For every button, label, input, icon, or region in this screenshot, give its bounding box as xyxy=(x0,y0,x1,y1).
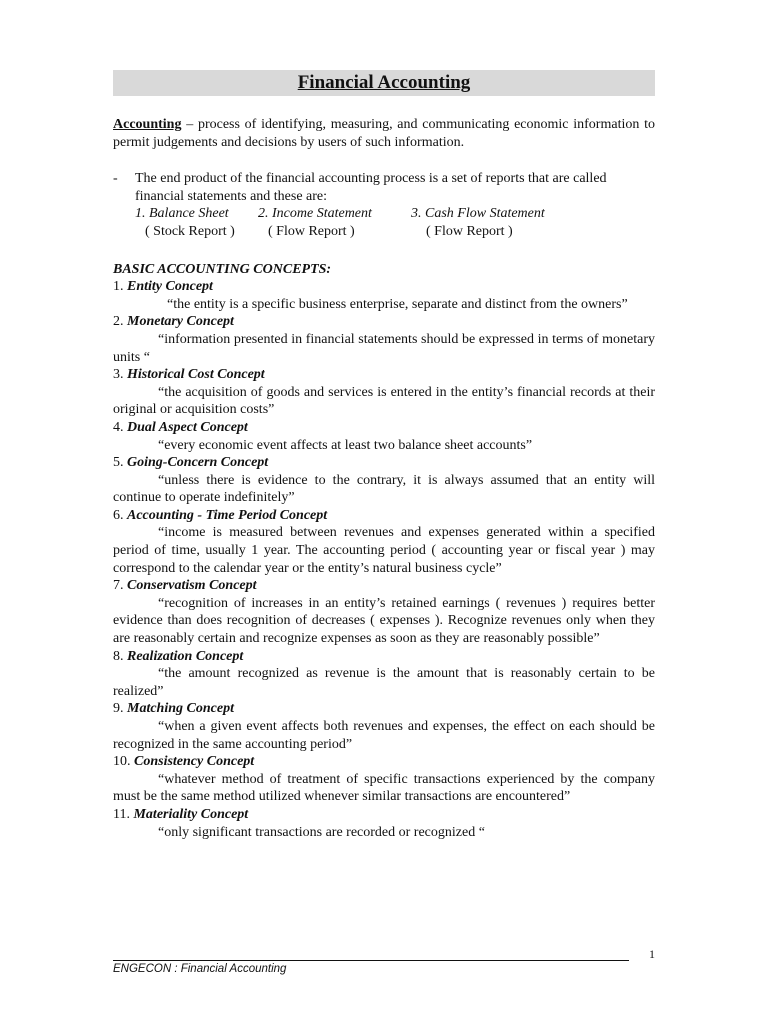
concept-name: Conservatism Concept xyxy=(127,578,257,594)
concept-definition: “whatever method of treatment of specific transactions experienced by the company must be the same method utilized whenever similar transactions are encountered” xyxy=(113,771,655,805)
concept-number: 3. xyxy=(113,367,124,383)
report-type: ( Stock Report ) xyxy=(145,223,235,239)
intro-paragraph xyxy=(113,116,655,151)
footer-divider xyxy=(113,960,629,961)
intro-definition: – process of identifying, measuring, and communicating economic information to permit judgements and decisions by users of such information. xyxy=(113,117,655,150)
concept-item xyxy=(113,313,655,366)
title-banner xyxy=(113,70,655,96)
concept-item xyxy=(113,753,655,806)
concept-item xyxy=(113,507,655,577)
document-page xyxy=(113,70,655,841)
concept-list xyxy=(113,278,655,841)
concept-definition: “information presented in financial statements should be expressed in terms of monetary units “ xyxy=(113,331,655,365)
concept-item xyxy=(113,700,655,753)
intro-term: Accounting xyxy=(113,117,182,132)
statement-list xyxy=(135,205,655,223)
bullet-dash: - xyxy=(113,171,118,187)
concept-name: Materiality Concept xyxy=(133,806,249,822)
concept-number: 11. xyxy=(113,806,130,822)
concept-name: Realization Concept xyxy=(127,648,244,664)
report-type: ( Flow Report ) xyxy=(426,223,513,239)
concept-definition: “every economic event affects at least two balance sheet accounts” xyxy=(158,437,533,453)
concept-definition: “the entity is a specific business enterprise, separate and distinct from the owners” xyxy=(167,296,628,312)
concept-number: 5. xyxy=(113,455,124,471)
bullet-item xyxy=(113,170,655,240)
concept-item xyxy=(113,454,655,507)
concept-name: Accounting - Time Period Concept xyxy=(127,507,328,523)
concept-number: 2. xyxy=(113,314,124,330)
concept-name: Monetary Concept xyxy=(127,314,234,330)
concept-number: 4. xyxy=(113,419,124,435)
concept-definition: “when a given event affects both revenues and expenses, the effect on each should be recognized in the same accounting period” xyxy=(113,719,655,752)
concept-number: 7. xyxy=(113,578,124,594)
concept-definition: “recognition of increases in an entity’s retained earnings ( revenues ) requires better evidence than does recognition of decreases ( expenses ). Recognize revenues only when they are reasonably certain and recognize expenses as soon as they are reasonably possible” xyxy=(113,595,655,647)
concept-item xyxy=(113,577,655,647)
footer-text: ENGECON : Financial Accounting xyxy=(113,963,287,975)
concept-number: 9. xyxy=(113,701,124,717)
concept-item xyxy=(113,419,655,454)
bullet-text: The end product of the financial accounting process is a set of reports that are called financial statements and these are: xyxy=(135,171,607,204)
concept-name: Going-Concern Concept xyxy=(127,455,269,471)
concept-definition: “income is measured between revenues and expenses generated within a specified period of time, usually 1 year. The accounting period ( accounting year or fiscal year ) may correspond to the calendar year or the entity’s natural business cycle” xyxy=(113,525,655,576)
concept-number: 10. xyxy=(113,754,131,770)
concept-name: Historical Cost Concept xyxy=(127,367,265,383)
report-type: ( Flow Report ) xyxy=(268,223,355,239)
report-type-list xyxy=(135,223,655,241)
concept-definition: “only significant transactions are recorded or recognized “ xyxy=(158,824,485,840)
statement-label: 1. Balance Sheet xyxy=(135,206,229,222)
concepts-heading: BASIC ACCOUNTING CONCEPTS: xyxy=(113,261,332,277)
concept-name: Dual Aspect Concept xyxy=(127,419,248,435)
concept-number: 1. xyxy=(113,279,124,295)
concept-item xyxy=(113,278,655,313)
page-number: 1 xyxy=(649,947,655,961)
concept-name: Entity Concept xyxy=(127,279,213,295)
concept-definition: “the acquisition of goods and services is entered in the entity’s financial records at their original or acquisition costs” xyxy=(113,384,655,418)
statement-label: 2. Income Statement xyxy=(258,206,372,222)
concept-definition: “the amount recognized as revenue is the amount that is reasonably certain to be realized” xyxy=(113,666,655,699)
concept-item xyxy=(113,366,655,419)
concept-name: Matching Concept xyxy=(127,701,234,717)
concept-item xyxy=(113,648,655,701)
concept-name: Consistency Concept xyxy=(134,754,255,770)
concept-number: 8. xyxy=(113,648,124,664)
concept-item xyxy=(113,806,655,841)
concept-number: 6. xyxy=(113,507,124,523)
statement-label: 3. Cash Flow Statement xyxy=(411,206,545,222)
page-title: Financial Accounting xyxy=(297,72,471,93)
concept-definition: “unless there is evidence to the contrary, it is always assumed that an entity will continue to operate indefinitely” xyxy=(113,472,655,506)
